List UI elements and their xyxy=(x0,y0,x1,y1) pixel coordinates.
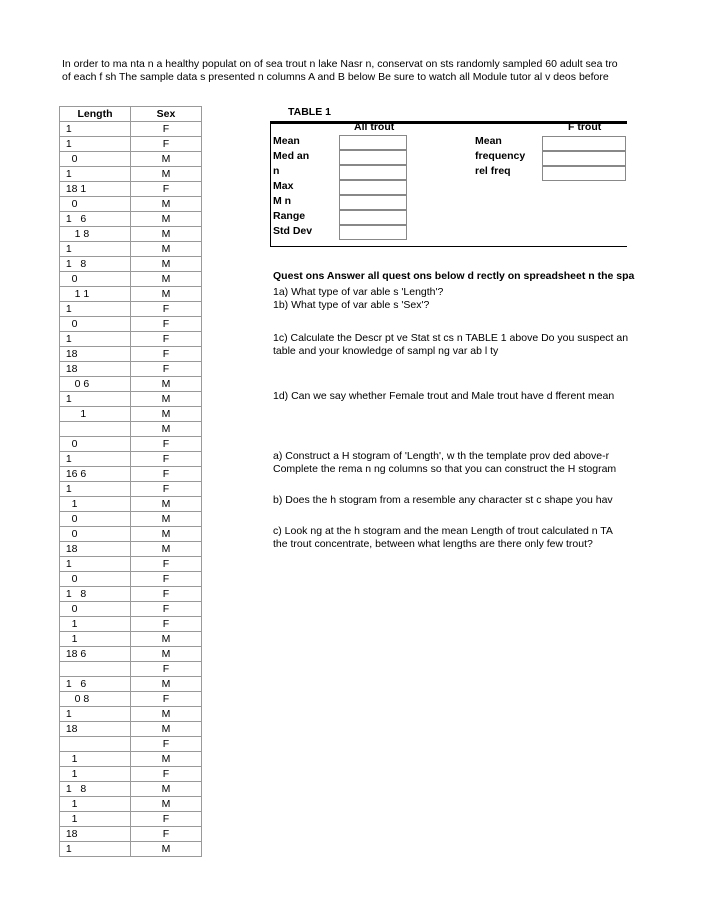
table1-title: TABLE 1 xyxy=(288,106,331,118)
stat-label: Std Dev xyxy=(273,225,313,237)
table-row xyxy=(60,662,202,677)
length-cell[interactable]: 1 xyxy=(60,842,131,857)
stat-input-cell[interactable] xyxy=(339,210,407,225)
length-cell[interactable] xyxy=(60,662,131,677)
question-2c-line-1: c) Look ng at the h stogram and the mean Length of trout calculated n TA xyxy=(273,525,613,537)
table-row xyxy=(60,362,202,377)
length-cell[interactable]: 1 xyxy=(60,137,131,152)
length-cell[interactable]: 1 xyxy=(60,617,131,632)
table-row xyxy=(60,722,202,737)
table-row xyxy=(60,317,202,332)
question-1b: 1b) What type of var able s 'Sex'? xyxy=(273,299,430,311)
table-row xyxy=(60,167,202,182)
length-cell[interactable]: 18 xyxy=(60,347,131,362)
f-stat-input-cell[interactable] xyxy=(542,151,626,166)
sex-cell[interactable]: F xyxy=(131,812,202,827)
sex-cell[interactable]: M xyxy=(131,797,202,812)
table-row xyxy=(60,647,202,662)
length-cell[interactable]: 1 xyxy=(60,497,131,512)
sex-cell[interactable]: M xyxy=(131,752,202,767)
sex-cell[interactable]: F xyxy=(131,767,202,782)
questions-heading: Quest ons Answer all quest ons below d rectly on spreadsheet n the spa xyxy=(273,270,635,282)
length-cell[interactable]: 1 xyxy=(60,452,131,467)
length-cell[interactable]: 16 6 xyxy=(60,467,131,482)
sex-cell[interactable]: F xyxy=(131,587,202,602)
sex-cell[interactable]: M xyxy=(131,632,202,647)
stat-input-cell[interactable] xyxy=(339,150,407,165)
sex-header: Sex xyxy=(131,107,202,122)
stat-label: Med an xyxy=(273,150,310,162)
question-1a: 1a) What type of var able s 'Length'? xyxy=(273,286,444,298)
sex-cell[interactable]: F xyxy=(131,347,202,362)
length-cell[interactable]: 1 xyxy=(60,767,131,782)
table-row xyxy=(60,512,202,527)
f-stat-label: frequency xyxy=(475,150,526,162)
stat-input-cell[interactable] xyxy=(339,180,407,195)
f-stat-label: Mean xyxy=(475,135,502,147)
sex-cell[interactable]: M xyxy=(131,512,202,527)
table-row xyxy=(60,152,202,167)
table-row xyxy=(60,557,202,572)
sex-cell[interactable]: F xyxy=(131,467,202,482)
table-row xyxy=(60,632,202,647)
length-cell[interactable]: 1 xyxy=(60,482,131,497)
f-stat-label: rel freq xyxy=(475,165,511,177)
table-row xyxy=(60,692,202,707)
sex-cell[interactable]: M xyxy=(131,677,202,692)
table-row xyxy=(60,452,202,467)
length-cell[interactable]: 0 xyxy=(60,602,131,617)
sex-cell[interactable]: F xyxy=(131,662,202,677)
length-cell[interactable]: 18 xyxy=(60,722,131,737)
sex-cell[interactable]: F xyxy=(131,437,202,452)
sex-cell[interactable]: M xyxy=(131,167,202,182)
length-cell[interactable]: 1 xyxy=(60,167,131,182)
question-2c xyxy=(273,525,613,550)
table-row xyxy=(60,287,202,302)
sex-cell[interactable]: F xyxy=(131,557,202,572)
length-cell[interactable]: 1 xyxy=(60,122,131,137)
length-cell[interactable] xyxy=(60,422,131,437)
length-cell[interactable]: 0 xyxy=(60,197,131,212)
table-row xyxy=(60,467,202,482)
sex-cell[interactable]: M xyxy=(131,722,202,737)
length-cell[interactable]: 1 xyxy=(60,332,131,347)
length-cell[interactable]: 1 xyxy=(60,242,131,257)
intro-line-1: In order to ma nta n a healthy populat on of sea trout n lake Nasr n, conservat on sts randomly sampled 60 adult sea tro xyxy=(62,58,618,70)
table-row xyxy=(60,122,202,137)
sex-cell[interactable]: M xyxy=(131,842,202,857)
length-cell[interactable]: 18 xyxy=(60,542,131,557)
length-cell[interactable]: 1 xyxy=(60,407,131,422)
length-cell[interactable]: 1 8 xyxy=(60,257,131,272)
length-cell[interactable]: 1 xyxy=(60,707,131,722)
table-row xyxy=(60,392,202,407)
table-row xyxy=(60,302,202,317)
stat-input-cell[interactable] xyxy=(339,225,407,240)
table-row xyxy=(60,332,202,347)
length-cell[interactable]: 0 xyxy=(60,317,131,332)
length-header: Length xyxy=(60,107,131,122)
sex-cell[interactable]: F xyxy=(131,692,202,707)
length-cell[interactable]: 1 8 xyxy=(60,227,131,242)
table-row xyxy=(60,497,202,512)
length-cell[interactable]: 18 xyxy=(60,827,131,842)
sex-cell[interactable]: M xyxy=(131,647,202,662)
stat-input-cell[interactable] xyxy=(339,195,407,210)
sex-cell[interactable]: M xyxy=(131,497,202,512)
length-cell[interactable]: 0 xyxy=(60,272,131,287)
length-cell[interactable]: 1 xyxy=(60,752,131,767)
length-cell[interactable]: 18 xyxy=(60,362,131,377)
table-row xyxy=(60,242,202,257)
sample-data-table xyxy=(59,106,202,857)
table-row xyxy=(60,782,202,797)
sex-cell[interactable]: F xyxy=(131,482,202,497)
intro-line-2: of each f sh The sample data s presented n columns A and B below Be sure to watch all Module tutor al v deos before xyxy=(62,71,609,83)
question-1c-line-2: table and your knowledge of sampl ng var ab l ty xyxy=(273,344,499,357)
sex-cell[interactable]: F xyxy=(131,317,202,332)
stat-label: Range xyxy=(273,210,306,222)
sex-cell[interactable]: M xyxy=(131,227,202,242)
length-cell[interactable]: 18 1 xyxy=(60,182,131,197)
sex-cell[interactable]: M xyxy=(131,257,202,272)
table-row xyxy=(60,767,202,782)
f-trout-header: F trout xyxy=(568,121,602,133)
table-row xyxy=(60,437,202,452)
table-row xyxy=(60,827,202,842)
length-cell[interactable]: 1 6 xyxy=(60,677,131,692)
question-1c xyxy=(273,332,628,357)
table-row xyxy=(60,602,202,617)
sex-cell[interactable]: M xyxy=(131,407,202,422)
sex-cell[interactable]: F xyxy=(131,122,202,137)
table-row xyxy=(60,572,202,587)
table-row xyxy=(60,707,202,722)
question-2c-line-2: the trout concentrate, between what lengths are there only few trout? xyxy=(273,537,593,550)
table-row xyxy=(60,752,202,767)
table-row xyxy=(60,227,202,242)
sex-cell[interactable]: F xyxy=(131,182,202,197)
stat-label: Max xyxy=(273,180,294,192)
sex-cell[interactable]: M xyxy=(131,782,202,797)
question-1d: 1d) Can we say whether Female trout and Male trout have d fferent mean xyxy=(273,390,615,402)
length-cell[interactable]: 0 xyxy=(60,437,131,452)
question-1c-line-1: 1c) Calculate the Descr pt ve Stat st cs n TABLE 1 above Do you suspect an xyxy=(273,332,629,344)
table-row xyxy=(60,677,202,692)
length-cell[interactable]: 0 xyxy=(60,572,131,587)
sex-cell[interactable]: M xyxy=(131,527,202,542)
stat-input-cell[interactable] xyxy=(339,135,407,150)
stat-input-cell[interactable] xyxy=(339,165,407,180)
table-row xyxy=(60,212,202,227)
table-row xyxy=(60,812,202,827)
length-cell[interactable]: 1 8 xyxy=(60,782,131,797)
sex-cell[interactable]: M xyxy=(131,272,202,287)
length-cell[interactable]: 1 xyxy=(60,812,131,827)
table-row xyxy=(60,482,202,497)
table-row xyxy=(60,197,202,212)
sex-cell[interactable]: F xyxy=(131,572,202,587)
table-row xyxy=(60,137,202,152)
sex-cell[interactable]: F xyxy=(131,617,202,632)
sex-cell[interactable]: F xyxy=(131,602,202,617)
length-cell[interactable]: 0 xyxy=(60,527,131,542)
table-row xyxy=(60,542,202,557)
question-2a-line-2: Complete the rema n ng columns so that you can construct the H stogram xyxy=(273,462,617,475)
sex-cell[interactable]: F xyxy=(131,827,202,842)
sex-cell[interactable]: M xyxy=(131,542,202,557)
table-row xyxy=(60,377,202,392)
length-cell[interactable]: 1 xyxy=(60,392,131,407)
sex-cell[interactable]: M xyxy=(131,242,202,257)
table-row xyxy=(60,422,202,437)
sex-cell[interactable]: F xyxy=(131,452,202,467)
length-cell[interactable]: 18 6 xyxy=(60,647,131,662)
table-row xyxy=(60,842,202,857)
table-row xyxy=(60,407,202,422)
stat-label: Mean xyxy=(273,135,300,147)
sex-cell[interactable]: M xyxy=(131,392,202,407)
question-2b: b) Does the h stogram from a resemble any character st c shape you hav xyxy=(273,494,613,506)
question-2a xyxy=(273,450,616,475)
table-row xyxy=(60,797,202,812)
length-cell[interactable]: 0 xyxy=(60,512,131,527)
table-row xyxy=(60,347,202,362)
sex-cell[interactable]: M xyxy=(131,212,202,227)
table-row xyxy=(60,617,202,632)
stat-label: M n xyxy=(273,195,292,207)
length-cell[interactable]: 1 1 xyxy=(60,287,131,302)
f-stat-input-cell[interactable] xyxy=(542,136,626,151)
question-2a-line-1: a) Construct a H stogram of 'Length', w th the template prov ded above-r xyxy=(273,450,610,462)
stat-label: n xyxy=(273,165,280,177)
all-trout-header: All trout xyxy=(354,121,395,133)
sex-cell[interactable]: M xyxy=(131,152,202,167)
table-row xyxy=(60,587,202,602)
length-cell[interactable]: 0 8 xyxy=(60,692,131,707)
length-cell[interactable]: 1 8 xyxy=(60,587,131,602)
table-row xyxy=(60,182,202,197)
length-cell[interactable]: 1 xyxy=(60,557,131,572)
sex-cell[interactable]: M xyxy=(131,422,202,437)
table-row xyxy=(60,257,202,272)
f-stat-input-cell[interactable] xyxy=(542,166,626,181)
length-cell[interactable] xyxy=(60,737,131,752)
sex-cell[interactable]: F xyxy=(131,737,202,752)
sex-cell[interactable]: M xyxy=(131,377,202,392)
sex-cell[interactable]: F xyxy=(131,332,202,347)
table-row xyxy=(60,527,202,542)
sex-cell[interactable]: F xyxy=(131,362,202,377)
length-cell[interactable]: 1 6 xyxy=(60,212,131,227)
length-cell[interactable]: 1 xyxy=(60,302,131,317)
length-cell[interactable]: 1 xyxy=(60,797,131,812)
table-row xyxy=(60,737,202,752)
sex-cell[interactable]: M xyxy=(131,707,202,722)
length-cell[interactable]: 1 xyxy=(60,632,131,647)
sex-cell[interactable]: F xyxy=(131,302,202,317)
intro-text xyxy=(62,58,618,84)
length-cell[interactable]: 0 6 xyxy=(60,377,131,392)
sex-cell[interactable]: F xyxy=(131,137,202,152)
sex-cell[interactable]: M xyxy=(131,287,202,302)
sex-cell[interactable]: M xyxy=(131,197,202,212)
table-row xyxy=(60,272,202,287)
length-cell[interactable]: 0 xyxy=(60,152,131,167)
